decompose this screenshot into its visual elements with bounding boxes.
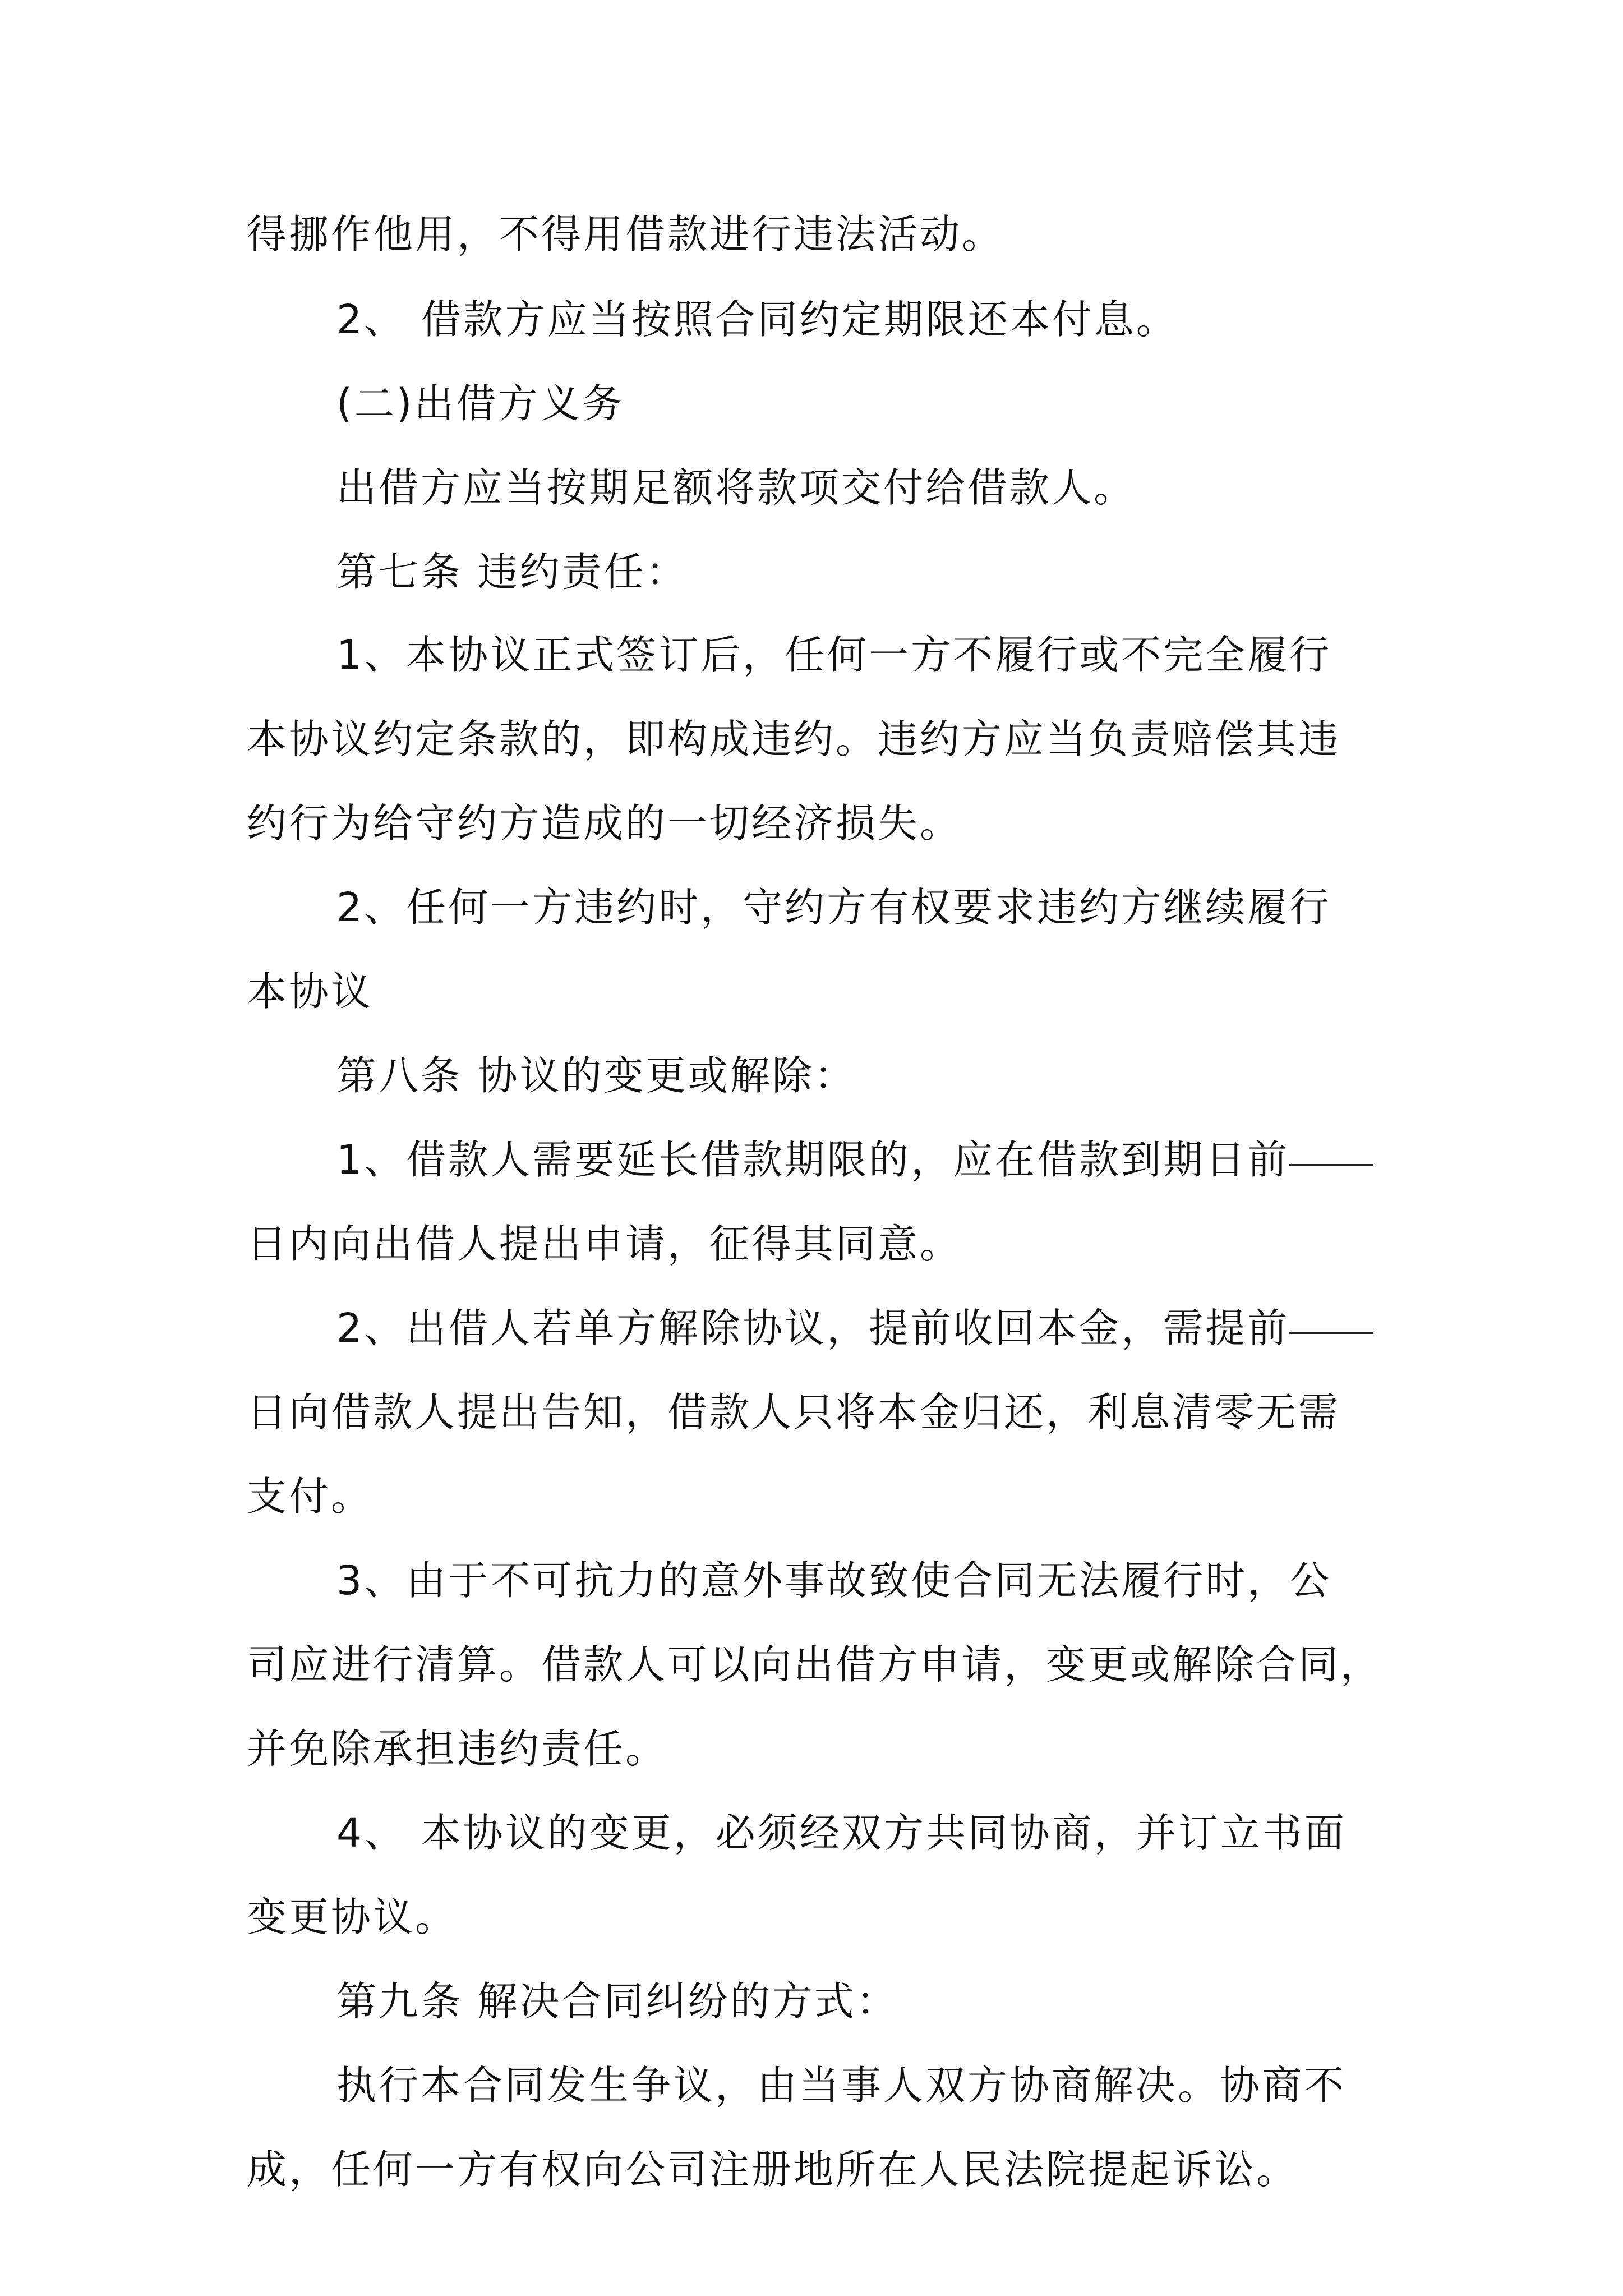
text-line: 1、本协议正式签订后，任何一方不履行或不完全履行 [336, 632, 1332, 678]
text-line: 司应进行清算。借款人可以向出借方申请，变更或解除合同， [247, 1641, 1383, 1688]
text-line: 本协议 [247, 968, 374, 1015]
text-line: 约行为给守约方造成的一切经济损失。 [247, 800, 962, 846]
text-line: 3、由于不可抗力的意外事故致使合同无法履行时，公 [336, 1557, 1332, 1604]
text-segment: 2、出借人若单方解除协议，提前收回本金，需提前 [336, 1305, 1290, 1351]
section-heading: 第九条 解决合同纠纷的方式： [336, 1978, 898, 2024]
text-line: 并免除承担违约责任。 [247, 1726, 668, 1772]
text-line: 本协议约定条款的，即构成违约。违约方应当负责赔偿其违 [247, 716, 1341, 762]
text-line: 执行本合同发生争议，由当事人双方协商解决。协商不 [336, 2062, 1347, 2109]
text-line [336, 1132, 1385, 1188]
text-line: 成，任何一方有权向公司注册地所在人民法院提起诉讼。 [247, 2146, 1299, 2193]
text-line: 得挪作他用，不得用借款进行违法活动。 [247, 211, 1004, 257]
text-segment: 1、借款人需要延长借款期限的，应在借款到期日前 [336, 1137, 1290, 1183]
text-line: 日向借款人提出告知，借款人只将本金归还，利息清零无需 [247, 1389, 1341, 1435]
text-line: 4、 本协议的变更，必须经双方共同协商，并订立书面 [336, 1810, 1347, 1856]
section-heading: 第七条 违约责任： [336, 549, 688, 595]
text-line: 变更协议。 [247, 1894, 458, 1940]
text-line: 日内向出借人提出申请，征得其同意。 [247, 1221, 962, 1267]
text-line: 2、任何一方违约时，守约方有权要求违约方继续履行 [336, 884, 1332, 931]
text-line: 2、 借款方应当按照合同约定期限还本付息。 [336, 296, 1178, 343]
text-line: (二)出借方义务 [336, 380, 625, 427]
text-line: 出借方应当按期足额将款项交付给借款人。 [336, 464, 1136, 511]
text-line [336, 1300, 1385, 1356]
fill-in-blank [1289, 1163, 1373, 1166]
section-heading: 第八条 协议的变更或解除： [336, 1052, 856, 1099]
text-line: 支付。 [247, 1473, 374, 1520]
fill-in-blank [1289, 1332, 1373, 1334]
